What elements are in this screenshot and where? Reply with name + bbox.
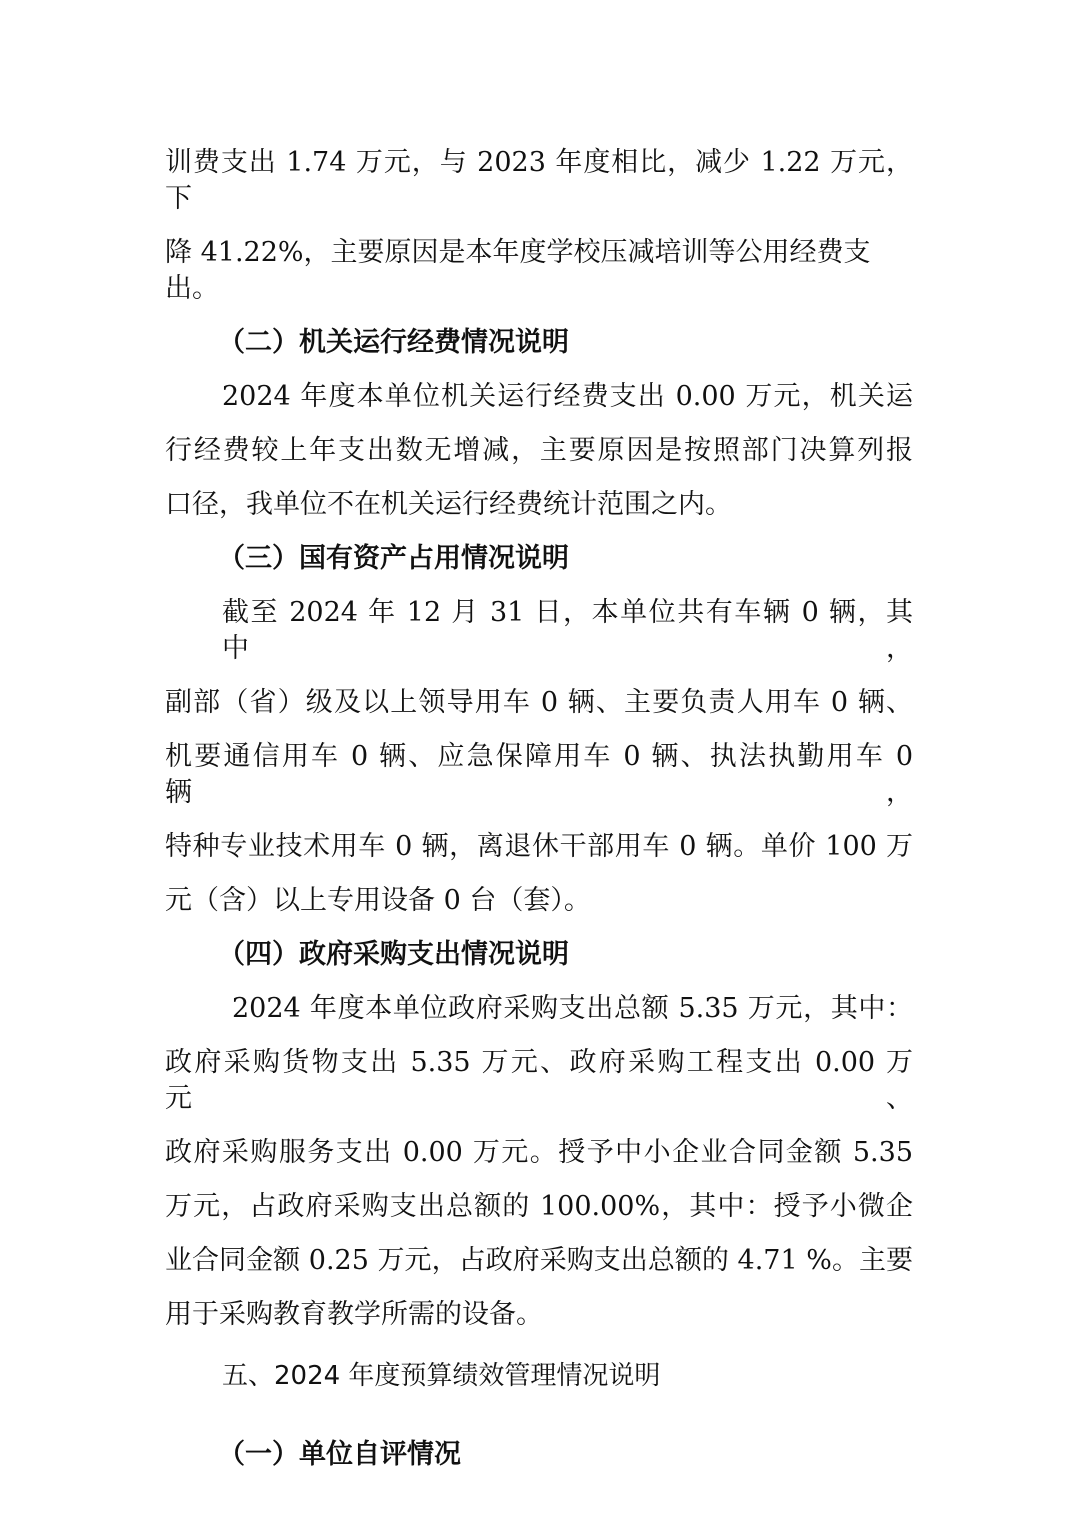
section-heading-2: （二）机关运行经费情况说明 — [218, 327, 569, 358]
paragraph-line: 副部（省）级及以上领导用车 0 辆、主要负责人用车 0 辆、 — [165, 687, 913, 718]
paragraph-line: 元（含）以上专用设备 0 台（套）。 — [165, 885, 591, 916]
paragraph-line: 2024 年度本单位政府采购支出总额 5.35 万元，其中： — [232, 993, 913, 1024]
paragraph-line: 降 41.22%，主要原因是本年度学校压减培训等公用经费支出。 — [165, 237, 871, 304]
paragraph-line: 机要通信用车 0 辆、应急保障用车 0 辆、执法执勤用车 0 辆， — [165, 741, 913, 808]
paragraph-line: 训费支出 1.74 万元，与 2023 年度相比，减少 1.22 万元，下 — [165, 147, 913, 214]
paragraph-line: 行经费较上年支出数无增减，主要原因是按照部门决算列报 — [165, 435, 913, 466]
paragraph-line: 用于采购教育教学所需的设备。 — [165, 1299, 543, 1330]
chapter-heading-5: 五、2024 年度预算绩效管理情况说明 — [222, 1361, 661, 1391]
paragraph-line: 万元，占政府采购支出总额的 100.00%，其中：授予小微企 — [165, 1191, 913, 1222]
section-heading-3: （三）国有资产占用情况说明 — [218, 543, 569, 574]
paragraph-line: 截至 2024 年 12 月 31 日，本单位共有车辆 0 辆，其中， — [222, 597, 913, 664]
paragraph-line: 业合同金额 0.25 万元，占政府采购支出总额的 4.71 %。主要 — [165, 1245, 913, 1276]
section-heading-4: （四）政府采购支出情况说明 — [218, 939, 569, 970]
paragraph-line: 政府采购服务支出 0.00 万元。授予中小企业合同金额 5.35 — [165, 1137, 913, 1168]
section-heading-5-1: （一）单位自评情况 — [218, 1439, 461, 1470]
paragraph-line: 口径，我单位不在机关运行经费统计范围之内。 — [165, 489, 732, 520]
paragraph-line: 特种专业技术用车 0 辆，离退休干部用车 0 辆。单价 100 万 — [165, 831, 913, 862]
paragraph-line: 2024 年度本单位机关运行经费支出 0.00 万元，机关运 — [222, 381, 913, 412]
paragraph-line: 政府采购货物支出 5.35 万元、政府采购工程支出 0.00 万元、 — [165, 1047, 913, 1114]
